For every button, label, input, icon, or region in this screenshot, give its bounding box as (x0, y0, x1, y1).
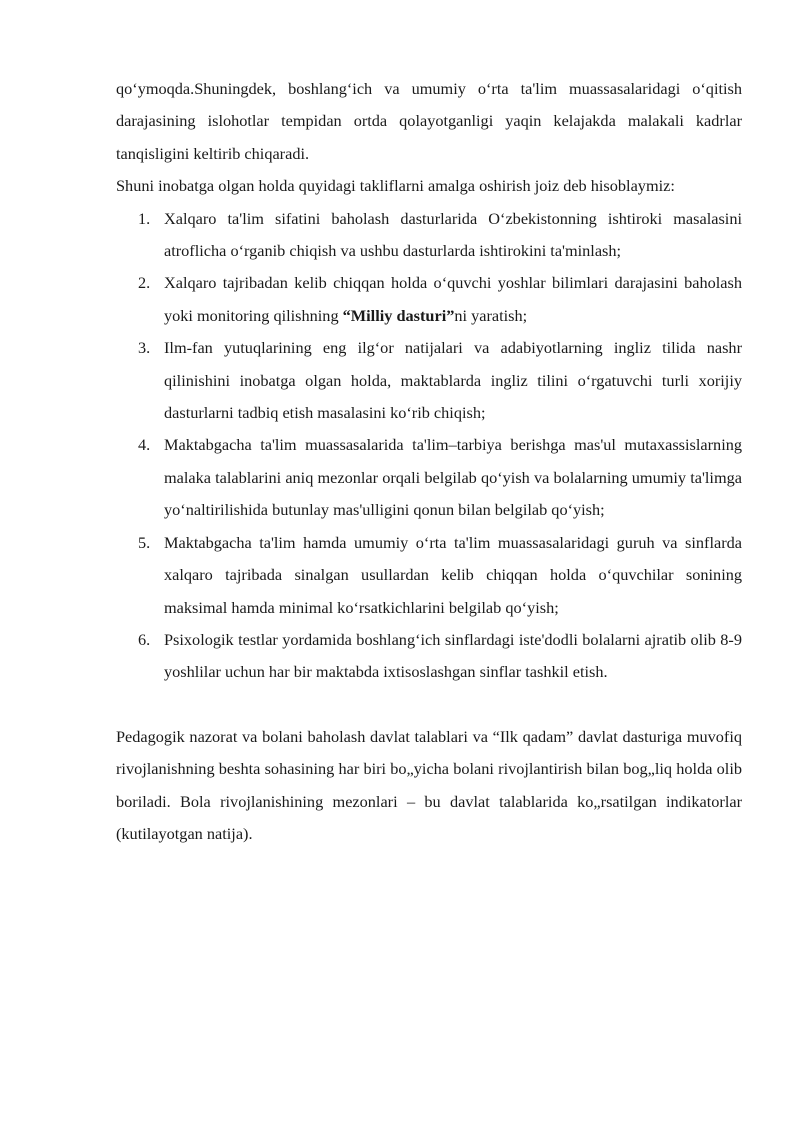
list-item (116, 429, 742, 526)
list-item (116, 332, 742, 429)
list-item-text: Ilm-fan yutuqlarining eng ilg‘or natijalari va adabiyotlarning ingliz tilida nashr qilinishini inobatga olgan holda, maktablarda ingliz tilini o‘rgatuvchi turli xorijiy dasturlarni tadbiq etish masalasini ko‘rib chiqish; (164, 338, 742, 423)
list-item-text: Maktabgacha ta'lim muassasalarida ta'lim–tarbiya berishga mas'ul mutaxassislarning malaka talablarini aniq mezonlar orqali belgilab qo‘yish va bolalarning umumiy ta'limga yo‘naltirilishida butunlay mas'ulligini qonun bilan belgilab qo‘yish; (164, 435, 742, 520)
list-item-text-tail: ni yaratish; (454, 305, 528, 325)
list-item-text: Maktabgacha ta'lim hamda umumiy o‘rta ta'lim muassasalaridagi guruh va sinflarda xalqaro tajribada sinalgan usullardan kelib chiqqan holda o‘quvchilar sonining maksimal hamda minimal ko‘rsatkichlarini belgilab qo‘yish; (164, 532, 742, 617)
list-item-text: Xalqaro ta'lim sifatini baholash dasturlarida O‘zbekistonning ishtiroki masalasini atroflicha o‘rganib chiqish va ushbu dasturlarda ishtirokini ta'minlash; (164, 208, 742, 261)
paragraph-spacer (116, 689, 742, 721)
list-item-number: 6. (138, 629, 151, 649)
closing-paragraph: Pedagogik nazorat va bolani baholash davlat talablari va “Ilk qadam” davlat dasturiga muvofiq rivojlanishning beshta sohasining har biri bo„yicha bolani rivojlantirish bilan bog„liq holda olib boriladi. Bola rivojlanishining mezonlari – bu davlat talablarida ko„rsatilgan indikatorlar (kutilayotgan natija). (116, 726, 742, 843)
list-item-number: 3. (138, 338, 151, 358)
proposals-list (116, 203, 742, 689)
list-item-number: 5. (138, 532, 151, 552)
list-item-number: 4. (138, 435, 151, 455)
milliy-dasturi-bold: “Milliy dasturi” (342, 305, 455, 325)
list-item (116, 624, 742, 689)
intro-paragraph: qo‘ymoqda.Shuningdek, boshlang‘ich va umumiy o‘rta ta'lim muassasalaridagi o‘qitish darajasining islohotlar tempidan ortda qolayotganligi yaqin kelajakda malakali kadrlar tanqisligini keltirib chiqaradi. (116, 79, 742, 163)
list-item-text: Xalqaro tajribadan kelib chiqqan holda o‘quvchi yoshlar bilimlari darajasini baholash yoki monitoring qilishning (164, 273, 742, 325)
list-item-number: 1. (138, 208, 151, 228)
list-item-number: 2. (138, 273, 151, 293)
list-item-text: Psixologik testlar yordamida boshlang‘ich sinflardagi iste'dodli bolalarni ajratib olib 8-9 yoshlilar uchun har bir maktabda ixtisoslashgan sinflar tashkil etish. (164, 629, 742, 682)
list-item (116, 527, 742, 624)
lead-paragraph: Shuni inobatga olgan holda quyidagi takliflarni amalga oshirish joiz deb hisoblaymiz: (116, 176, 675, 196)
list-item (116, 203, 742, 268)
document-page (116, 73, 742, 850)
list-item (116, 267, 742, 332)
